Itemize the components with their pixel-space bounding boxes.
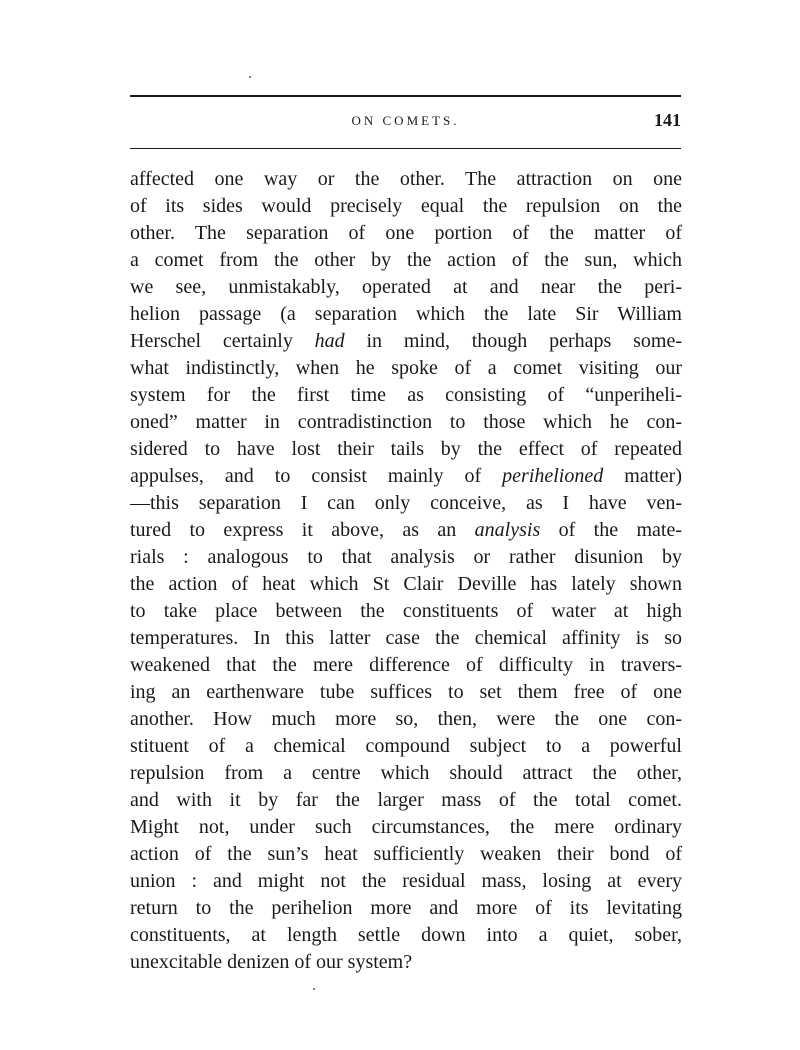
text-run: unexcitable denizen of our system? xyxy=(130,951,413,973)
text-run: and with it by far the larger mass of the total comet. xyxy=(130,789,682,811)
text-run: to take place between the constituents of water at high xyxy=(130,600,682,622)
italic-word: analysis xyxy=(474,519,541,541)
text-run: rials : analogous to that analysis or rather disunion by xyxy=(130,546,682,568)
text-line xyxy=(130,598,682,625)
text-line xyxy=(130,760,682,787)
text-run: action of the sun’s heat sufficiently weaken their bond of xyxy=(130,843,682,865)
print-speck xyxy=(249,76,251,78)
text-line xyxy=(130,463,682,490)
text-line xyxy=(130,193,682,220)
text-run: the action of heat which St Clair Deville has lately shown xyxy=(130,573,682,595)
text-line xyxy=(130,733,682,760)
text-run: appulses, and to consist mainly of xyxy=(130,465,503,487)
text-line xyxy=(130,355,682,382)
running-title: ON COMETS. xyxy=(351,113,460,128)
text-line xyxy=(130,247,682,274)
text-line xyxy=(130,166,682,193)
text-run: helion passage (a separation which the late Sir William xyxy=(130,303,682,325)
text-line xyxy=(130,571,682,598)
text-run: of the mate- xyxy=(540,519,682,541)
text-run: oned” matter in contradistinction to those which he con- xyxy=(130,411,682,433)
text-line xyxy=(130,274,682,301)
text-line xyxy=(130,841,682,868)
text-run: return to the perihelion more and more of its levitating xyxy=(130,897,682,919)
text-run: a comet from the other by the action of the sun, which xyxy=(130,249,682,271)
text-line xyxy=(130,517,682,544)
text-line xyxy=(130,436,682,463)
text-run: ing an earthenware tube suffices to set them free of one xyxy=(130,681,682,703)
text-line xyxy=(130,679,682,706)
text-line xyxy=(130,220,682,247)
text-line xyxy=(130,625,682,652)
text-line xyxy=(130,895,682,922)
text-run: matter) xyxy=(603,465,683,487)
text-run: sidered to have lost their tails by the effect of repeated xyxy=(130,438,682,460)
text-line xyxy=(130,706,682,733)
text-run: we see, unmistakably, operated at and near the peri- xyxy=(130,276,682,298)
text-run: tured to express it above, as an xyxy=(130,519,475,541)
running-head xyxy=(130,111,681,131)
header-top-rule xyxy=(130,95,681,97)
text-line xyxy=(130,490,682,517)
text-run: —this separation I can only conceive, as I have ven- xyxy=(130,492,682,514)
text-run: of its sides would precisely equal the repulsion on the xyxy=(130,195,682,217)
text-run: system for the first time as consisting of “unperiheli- xyxy=(130,384,682,406)
text-line xyxy=(130,301,682,328)
header-bottom-rule xyxy=(130,148,681,149)
text-run: Might not, under such circumstances, the mere ordinary xyxy=(130,816,682,838)
text-run: what indistinctly, when he spoke of a comet visiting our xyxy=(130,357,682,379)
text-line xyxy=(130,382,682,409)
italic-word: perihelioned xyxy=(502,465,604,487)
text-run: repulsion from a centre which should attract the other, xyxy=(130,762,682,784)
text-run: Herschel certainly xyxy=(130,330,315,352)
text-run: affected one way or the other. The attraction on one xyxy=(130,168,682,190)
print-speck xyxy=(313,988,315,990)
page-number: 141 xyxy=(654,110,681,130)
text-line xyxy=(130,652,682,679)
text-line xyxy=(130,328,682,355)
text-line xyxy=(130,868,682,895)
text-run: other. The separation of one portion of the matter of xyxy=(130,222,682,244)
text-run: temperatures. In this latter case the chemical affinity is so xyxy=(130,627,682,649)
text-line xyxy=(130,409,682,436)
text-run: in mind, though perhaps some- xyxy=(344,330,682,352)
text-line xyxy=(130,814,682,841)
italic-word: had xyxy=(314,330,345,352)
text-line xyxy=(130,949,682,976)
text-line xyxy=(130,787,682,814)
body-text xyxy=(130,166,682,976)
text-line xyxy=(130,544,682,571)
text-run: stituent of a chemical compound subject to a powerful xyxy=(130,735,682,757)
text-run: another. How much more so, then, were the one con- xyxy=(130,708,682,730)
text-run: constituents, at length settle down into a quiet, sober, xyxy=(130,924,682,946)
text-run: weakened that the mere difference of difficulty in travers- xyxy=(130,654,682,676)
text-run: union : and might not the residual mass, losing at every xyxy=(130,870,682,892)
text-line xyxy=(130,922,682,949)
